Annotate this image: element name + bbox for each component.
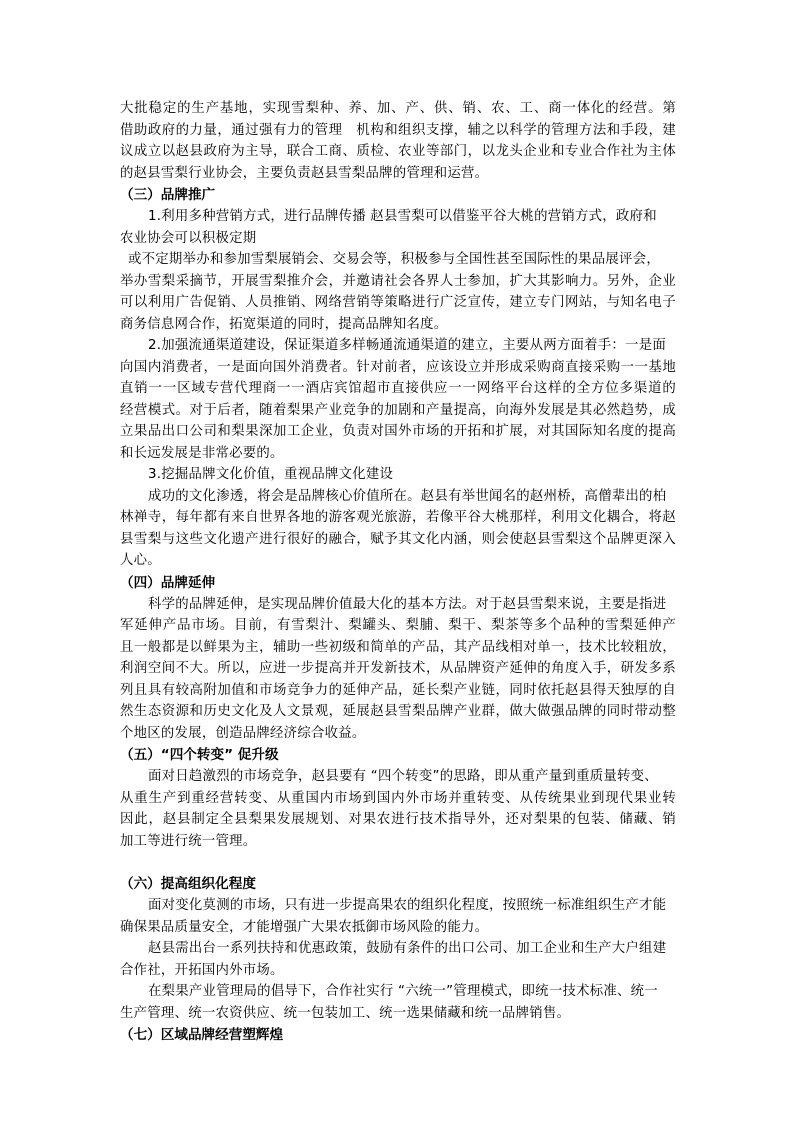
text-line: 议成立以赵县政府为主导，联合工商、质检、农业等部门，以龙头企业和专业合作社为主体 bbox=[120, 144, 676, 159]
text-line: 面对日趋激烈的市场竞争，赵县要有 “四个转变”的思路，即从重产量到重质量转变、 bbox=[148, 769, 658, 784]
text-line: 商务信息网合作，拓宽渠道的同时，提高品牌知名度。 bbox=[120, 316, 448, 332]
text-line: 农业协会可以积极定期 bbox=[120, 230, 257, 246]
text-line: 成功的文化渗透，将会是品牌核心价值所在。赵县有举世闻名的赵州桥，高僧辈出的柏 bbox=[148, 488, 667, 504]
text-line: 合作社，开拓国内外市场。 bbox=[120, 962, 284, 978]
text-line: 的赵县雪梨行业协会，主要负责赵县雪梨品牌的管理和运营。 bbox=[120, 165, 489, 181]
text-line: 借助政府的力量，通过强有力的管理 机构和组织支撑，辅之以科学的管理方法和手段，建 bbox=[120, 122, 676, 138]
text-line: 生产管理、统一农资供应、统一包装加工、统一选果储藏和统一品牌销售。 bbox=[120, 1005, 571, 1021]
text-line: 个地区的发展，创造品牌经济综合收益。 bbox=[120, 725, 366, 741]
text-line: 科学的品牌延伸，是实现品牌价值最大化的基本方法。对于赵县雪梨来说，主要是指进 bbox=[148, 596, 667, 612]
text-line: 赵县需出台一系列扶持和优惠政策，鼓励有条件的出口公司、加工企业和生产大户组建 bbox=[148, 941, 667, 956]
blank-line bbox=[120, 852, 676, 873]
text-line: 确保果品质量安全，才能增强广大果农抵御市场风险的能力。 bbox=[120, 919, 489, 935]
text-line: 举办雪梨采摘节，开展雪梨推介会，并邀请社会各界人士参加，扩大其影响力。另外，企业 bbox=[120, 273, 676, 289]
text-line: 人心。 bbox=[120, 553, 161, 568]
text-line: 向国内消费者，一是面向国外消费者。针对前者，应该设立并形成采购商直接采购一一基地 bbox=[120, 359, 676, 375]
text-line: 3.挖掘品牌文化价值，重视品牌文化建设 bbox=[148, 467, 394, 482]
text-line: 经营模式。对于后者，随着梨果产业竞争的加剧和产量提高，向海外发展是其必然趋势，成 bbox=[120, 402, 676, 418]
text-line: 然生态资源和历史文化及人文景观，延展赵县雪梨品牌产业群，做大做强品牌的同时带动整 bbox=[120, 704, 676, 719]
text-line: 和长远发展是非常必要的。 bbox=[120, 445, 284, 461]
text-line: 1.利用多种营销方式，进行品牌传播 赵县雪梨可以借鉴平谷大桃的营销方式，政府和 bbox=[148, 209, 657, 224]
text-line: 县雪梨与这些文化遗产进行很好的融合，赋予其文化内涵，则会使赵县雪梨这个品牌更深入 bbox=[120, 531, 676, 547]
text-line: 军延伸产品市场。目前，有雪梨汁、梨罐头、梨脯、梨干、梨茶等多个品种的雪梨延伸产 bbox=[120, 618, 676, 633]
text-line: 利润空间不大。所以，应进一步提高并开发新技术，从品牌资产延伸的角度入手，研发多系 bbox=[120, 661, 676, 676]
text-line: 从重生产到重经营转变、从重国内市场到国内外市场并重转变、从传统果业到现代果业转 bbox=[120, 790, 676, 806]
text-line: 因此，赵县制定全县梨果发展规划、对果农进行技术指导外，还对梨果的包装、储藏、销 bbox=[120, 812, 676, 827]
section-heading-7: （七）区域品牌经营塑辉煌 bbox=[120, 1027, 284, 1043]
text-line: 在梨果产业管理局的倡导下，合作社实行 “六统一”管理模式，即统一技术标准、统一 bbox=[148, 984, 658, 999]
text-line: 立果品出口公司和梨果深加工企业，负责对国外市场的开拓和扩展，对其国际知名度的提高 bbox=[120, 424, 676, 439]
text-line: 加工等进行统一管理。 bbox=[120, 833, 257, 849]
text-line: 大批稳定的生产基地，实现雪梨种、养、加、产、供、销、农、工、商一体化的经营。第 bbox=[120, 101, 676, 116]
text-line: 林禅寺，每年都有来自世界各地的游客观光旅游，若像平谷大桃那样，利用文化耦合，将赵 bbox=[120, 510, 676, 525]
section-heading-3: （三）品牌推广 bbox=[120, 187, 216, 203]
text-line: 列且具有较高附加值和市场竞争力的延伸产品，延长梨产业链，同时依托赵县得天独厚的自 bbox=[120, 682, 676, 698]
document-page bbox=[120, 98, 676, 1046]
text-line: 可以利用广告促销、人员推销、网络营销等策略进行广泛宣传，建立专门网站，与知名电子 bbox=[120, 295, 676, 310]
text-line: 面对变化莫测的市场，只有进一步提高果农的组织化程度，按照统一标准组织生产才能 bbox=[148, 898, 667, 913]
text-line: 且一般都是以鲜果为主，辅助一些初级和简单的产品，其产品线相对单一，技术比较粗放， bbox=[120, 639, 676, 655]
text-line: 或不定期举办和参加雪梨展销会、交易会等，积极参与全国性甚至国际性的果品展评会， bbox=[128, 252, 660, 267]
text-line: 2.加强流通渠道建设，保证渠道多样畅通流通渠道的建立，主要从两方面着手：一是面 bbox=[148, 338, 666, 353]
section-heading-4: （四）品牌延伸 bbox=[120, 574, 216, 591]
section-heading-6: （六）提高组织化程度 bbox=[120, 876, 256, 892]
text-line: 直销一一区域专营代理商一一酒店宾馆超市直接供应一一网络平台这样的全方位多渠道的 bbox=[120, 381, 676, 396]
section-heading-5: （五）“四个转变” 促升级 bbox=[120, 747, 279, 763]
